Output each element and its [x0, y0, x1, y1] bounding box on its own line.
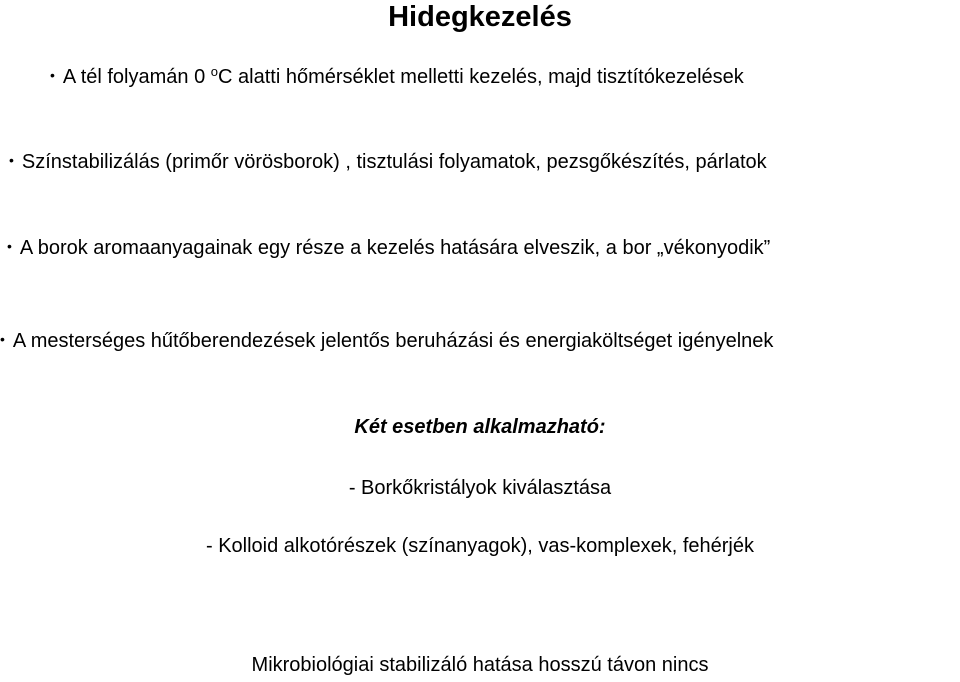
- applications-heading: Két esetben alkalmazható:: [354, 416, 606, 438]
- bullet-icon: •: [7, 238, 12, 254]
- bullet-icon: •: [50, 67, 55, 83]
- bullet-icon: •: [0, 331, 5, 347]
- bullet-icon: •: [9, 152, 14, 168]
- degree-superscript: o: [210, 64, 219, 79]
- bullet-text-part: A tél folyamán 0: [62, 66, 211, 88]
- bullet-text: A borok aromaanyagainak egy része a kezelés hatására elveszik, a bor „vékonyodik”: [19, 237, 771, 259]
- bullet-text-part: C alatti hőmérséklet melletti kezelés, majd tisztítókezelések: [218, 66, 744, 88]
- bullet-text: A mesterséges hűtőberendezések jelentős beruházási és energiaköltséget igényelnek: [12, 330, 774, 352]
- application-item-tartrate: - Borkőkristályok kiválasztása: [348, 477, 612, 499]
- footer-note: Mikrobiológiai stabilizáló hatása hosszú távon nincs: [251, 654, 709, 676]
- bullet-item-cold-treatment: [50, 60, 744, 89]
- application-item-colloids: - Kolloid alkotórészek (színanyagok), vas-komplexek, fehérjék: [205, 535, 755, 557]
- slide-title: Hidegkezelés: [388, 1, 572, 33]
- bullet-item-aroma-loss: [7, 234, 770, 260]
- bullet-item-refrigeration-cost: [0, 327, 773, 353]
- bullet-item-color-stabilization: [9, 148, 767, 174]
- bullet-text: Színstabilizálás (primőr vörösborok) , tisztulási folyamatok, pezsgőkészítés, párlatok: [21, 151, 767, 173]
